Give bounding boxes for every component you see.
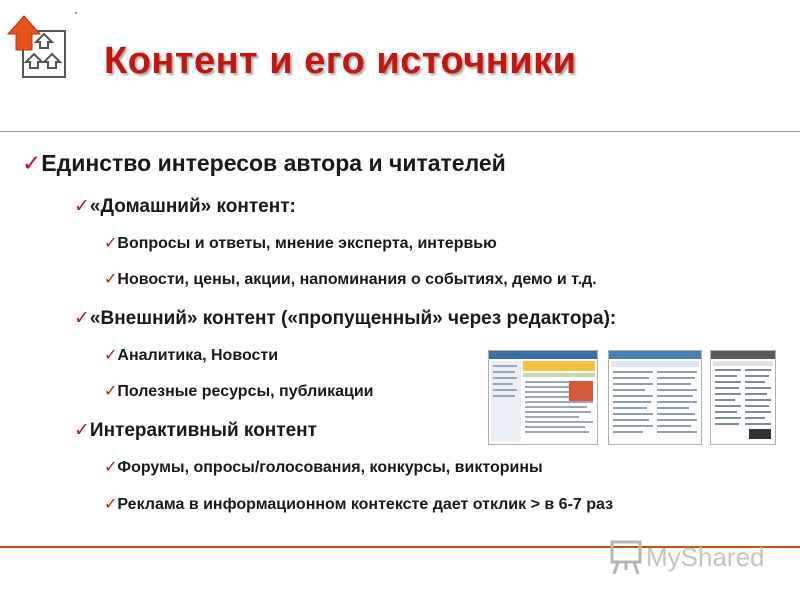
- bullet-item: [22, 150, 506, 177]
- bullet-item: [104, 233, 497, 253]
- slide-title: Контент и его источники: [104, 40, 577, 82]
- watermark: [606, 538, 776, 578]
- checkmark-icon: ✓: [104, 233, 118, 252]
- bullet-item: [104, 457, 543, 477]
- watermark-text: MyShared: [646, 542, 765, 572]
- website-thumbnail-3: [710, 350, 776, 445]
- bullet-text: «Внешний» контент («пропущенный» через редактора):: [89, 308, 617, 329]
- bullet-text: Форумы, опросы/голосования, конкурсы, викторины: [117, 459, 543, 476]
- checkmark-icon: ✓: [104, 457, 118, 476]
- website-screenshot-icon: [711, 351, 775, 444]
- bullet-item: [74, 419, 317, 442]
- decorative-dot: [75, 12, 77, 14]
- bullet-item: [74, 307, 616, 330]
- top-divider: [0, 131, 800, 132]
- checkmark-icon: ✓: [104, 381, 118, 400]
- checkmark-icon: ✓: [74, 307, 90, 329]
- bullet-item: [104, 494, 613, 514]
- house-arrows-logo: [4, 12, 68, 80]
- checkmark-icon: ✓: [74, 195, 90, 217]
- website-screenshot-icon: [609, 351, 701, 444]
- website-thumbnail-1: [488, 350, 598, 445]
- checkmark-icon: ✓: [104, 345, 118, 364]
- bullet-item: [74, 195, 296, 218]
- bullet-text: Вопросы и ответы, мнение эксперта, интервью: [117, 235, 497, 252]
- checkmark-icon: ✓: [104, 269, 118, 288]
- bullet-text: «Домашний» контент:: [89, 196, 296, 217]
- checkmark-icon: ✓: [104, 494, 118, 513]
- website-thumbnail-2: [608, 350, 702, 445]
- bullet-text: Реклама в информационном контексте дает отклик > в 6-7 раз: [117, 496, 614, 513]
- bullet-text: Аналитика, Новости: [117, 347, 279, 364]
- website-screenshot-icon: [489, 351, 597, 444]
- bullet-item: [104, 345, 278, 365]
- bullet-text: Интерактивный контент: [89, 420, 317, 441]
- bullet-text: Единство интересов автора и читателей: [41, 150, 506, 176]
- bullet-item: [104, 381, 374, 401]
- checkmark-icon: ✓: [22, 151, 42, 177]
- checkmark-icon: ✓: [74, 419, 90, 441]
- presentation-board-icon: [606, 538, 646, 578]
- bullet-text: Полезные ресурсы, публикации: [117, 383, 374, 400]
- bullet-text: Новости, цены, акции, напоминания о событиях, демо и т.д.: [117, 271, 597, 288]
- bullet-item: [104, 269, 597, 289]
